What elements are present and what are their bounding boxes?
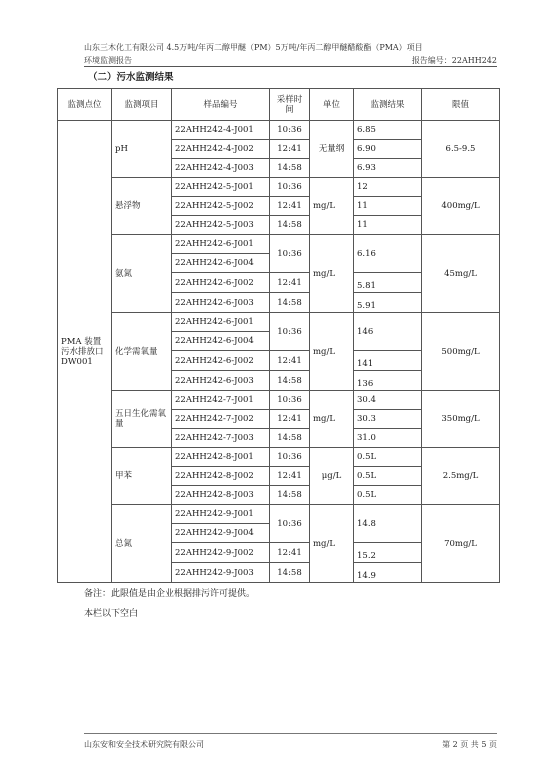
- table-row: [58, 121, 500, 140]
- sample-id: 22AHH242-5-J003: [172, 216, 270, 235]
- sample-id: 22AHH242-6-J001: [172, 313, 270, 332]
- header-time: 采样时间: [270, 89, 310, 121]
- sample-time: 10:36: [270, 391, 310, 410]
- sample-time: 12:41: [270, 543, 310, 563]
- header-result: 监测结果: [354, 89, 422, 121]
- sample-time: 12:41: [270, 410, 310, 429]
- blank-note: 本栏以下空白: [84, 609, 139, 619]
- result: 14.8: [354, 505, 422, 543]
- header-limit: 限值: [422, 89, 500, 121]
- result: 15.2: [354, 543, 422, 563]
- result: 31.0: [354, 429, 422, 448]
- sample-time: 14:58: [270, 216, 310, 235]
- item-cod: 化学需氧量: [112, 313, 172, 391]
- sample-id: 22AHH242-9-J001: [172, 505, 270, 524]
- sample-time: 10:36: [270, 313, 310, 351]
- sample-id: 22AHH242-6-J004: [172, 254, 270, 273]
- item-ammonia-nitrogen: 氨氮: [112, 235, 172, 313]
- unit: mg/L: [310, 391, 354, 448]
- item-toluene: 甲苯: [112, 448, 172, 505]
- sample-time: 14:58: [270, 371, 310, 391]
- item-suspended-solids: 悬浮物: [112, 178, 172, 235]
- table-row: [58, 313, 500, 332]
- footer-divider: [84, 733, 497, 734]
- sample-time: 14:58: [270, 293, 310, 313]
- sample-id: 22AHH242-6-J002: [172, 273, 270, 293]
- header-item: 监测项目: [112, 89, 172, 121]
- result: 14.9: [354, 563, 422, 583]
- result: 11: [354, 216, 422, 235]
- wastewater-results-table: [57, 88, 500, 583]
- monitoring-point: PMA 装置污水排放口 DW001: [58, 121, 112, 583]
- remark-note: 备注：此限值是由企业根据排污许可提供。: [84, 589, 256, 599]
- table-row: [58, 391, 500, 410]
- report-header-subtitle: 环境监测报告: [84, 56, 132, 65]
- result: 6.16: [354, 235, 422, 273]
- result: 30.3: [354, 410, 422, 429]
- sample-id: 22AHH242-6-J002: [172, 351, 270, 371]
- sample-id: 22AHH242-6-J003: [172, 293, 270, 313]
- sample-id: 22AHH242-4-J001: [172, 121, 270, 140]
- sample-time: 14:58: [270, 486, 310, 505]
- result: 6.93: [354, 159, 422, 178]
- limit: 350mg/L: [422, 391, 500, 448]
- table-row: [58, 505, 500, 524]
- sample-time: 14:58: [270, 429, 310, 448]
- limit: 45mg/L: [422, 235, 500, 313]
- sample-time: 12:41: [270, 140, 310, 159]
- unit: mg/L: [310, 313, 354, 391]
- sample-time: 12:41: [270, 197, 310, 216]
- limit: 500mg/L: [422, 313, 500, 391]
- sample-time: 10:36: [270, 178, 310, 197]
- table-row: [58, 448, 500, 467]
- result: 141: [354, 351, 422, 371]
- item-bod5: 五日生化需氧量: [112, 391, 172, 448]
- limit: 2.5mg/L: [422, 448, 500, 505]
- result: 5.81: [354, 273, 422, 293]
- sample-id: 22AHH242-4-J002: [172, 140, 270, 159]
- result: 0.5L: [354, 467, 422, 486]
- sample-time: 10:36: [270, 448, 310, 467]
- sample-time: 14:58: [270, 563, 310, 583]
- page-number: 第 2 页 共 5 页: [442, 740, 497, 749]
- result: 11: [354, 197, 422, 216]
- table-row: [58, 178, 500, 197]
- unit: mg/L: [310, 505, 354, 583]
- result: 30.4: [354, 391, 422, 410]
- sample-id: 22AHH242-6-J003: [172, 371, 270, 391]
- result: 12: [354, 178, 422, 197]
- sample-id: 22AHH242-7-J003: [172, 429, 270, 448]
- footer-organization: 山东安和安全技术研究院有限公司: [84, 740, 204, 749]
- item-total-nitrogen: 总氮: [112, 505, 172, 583]
- sample-time: 12:41: [270, 467, 310, 486]
- sample-id: 22AHH242-6-J004: [172, 332, 270, 351]
- result: 6.85: [354, 121, 422, 140]
- sample-id: 22AHH242-6-J001: [172, 235, 270, 254]
- limit: 400mg/L: [422, 178, 500, 235]
- header-divider: [84, 66, 497, 67]
- table-row: [58, 235, 500, 254]
- sample-id: 22AHH242-5-J002: [172, 197, 270, 216]
- sample-id: 22AHH242-7-J002: [172, 410, 270, 429]
- sample-id: 22AHH242-8-J002: [172, 467, 270, 486]
- limit: 6.5-9.5: [422, 121, 500, 178]
- table-header-row: [58, 89, 500, 121]
- result: 146: [354, 313, 422, 351]
- unit: 无量纲: [310, 121, 354, 178]
- sample-time: 12:41: [270, 351, 310, 371]
- sample-id: 22AHH242-9-J004: [172, 524, 270, 543]
- report-header-title: 山东三木化工有限公司 4.5万吨/年丙二醇甲醚（PM）5万吨/年丙二醇甲醚醋酸酯（PMA）项目: [84, 43, 423, 52]
- result: 0.5L: [354, 448, 422, 467]
- item-ph: pH: [112, 121, 172, 178]
- unit: mg/L: [310, 178, 354, 235]
- unit: μg/L: [310, 448, 354, 505]
- result: 0.5L: [354, 486, 422, 505]
- result: 6.90: [354, 140, 422, 159]
- unit: mg/L: [310, 235, 354, 313]
- result: 136: [354, 371, 422, 391]
- header-point: 监测点位: [58, 89, 112, 121]
- sample-id: 22AHH242-5-J001: [172, 178, 270, 197]
- sample-time: 10:36: [270, 121, 310, 140]
- report-number: 报告编号：22AHH242: [411, 56, 497, 65]
- result: 5.91: [354, 293, 422, 313]
- limit: 70mg/L: [422, 505, 500, 583]
- header-unit: 单位: [310, 89, 354, 121]
- sample-id: 22AHH242-9-J002: [172, 543, 270, 563]
- sample-id: 22AHH242-4-J003: [172, 159, 270, 178]
- sample-id: 22AHH242-8-J003: [172, 486, 270, 505]
- sample-time: 10:36: [270, 235, 310, 273]
- sample-id: 22AHH242-7-J001: [172, 391, 270, 410]
- sample-time: 12:41: [270, 273, 310, 293]
- sample-time: 10:36: [270, 505, 310, 543]
- sample-id: 22AHH242-8-J001: [172, 448, 270, 467]
- sample-id: 22AHH242-9-J003: [172, 563, 270, 583]
- sample-time: 14:58: [270, 159, 310, 178]
- header-sample: 样品编号: [172, 89, 270, 121]
- section-title: （二）污水监测结果: [88, 72, 174, 83]
